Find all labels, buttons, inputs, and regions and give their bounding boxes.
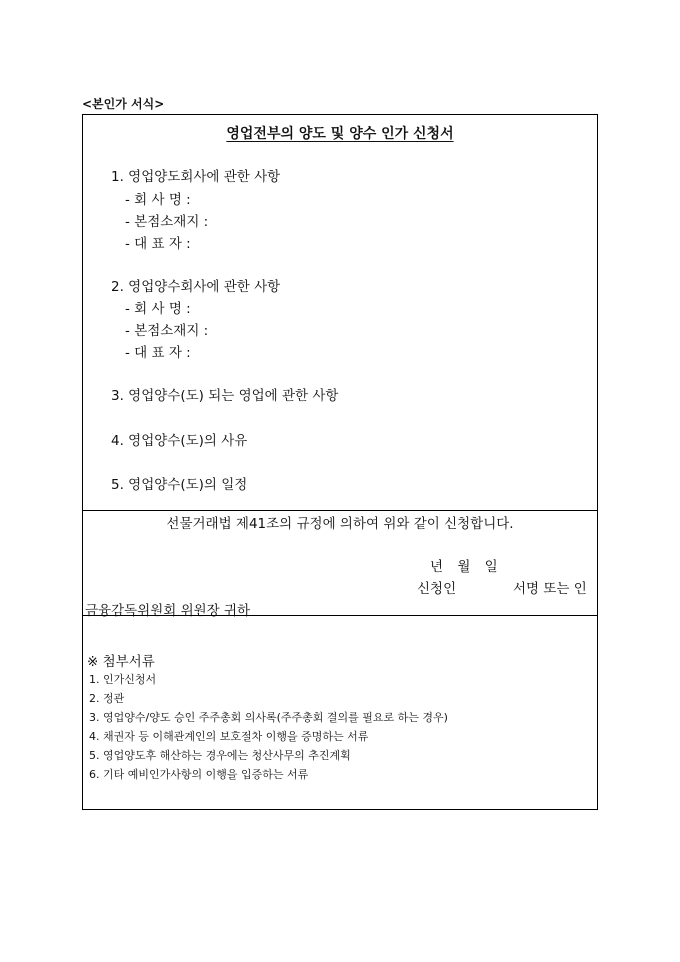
section-4-heading: 4. 영업양수(도)의 사유 xyxy=(111,433,248,449)
applicant-label: 신청인 xyxy=(417,581,457,597)
attachment-item: 3. 영업양수/양도 승인 주주총회 의사록(주주총회 결의를 필요로 하는 경우) xyxy=(89,711,448,724)
divider-top xyxy=(83,510,597,511)
attachments-title: ※ 첨부서류 xyxy=(87,654,155,670)
section-2-head-office: - 본점소재지 : xyxy=(125,323,209,339)
attachment-item: 2. 정관 xyxy=(89,692,125,705)
section-3-heading: 3. 영업양수(도) 되는 영업에 관한 사항 xyxy=(111,388,339,404)
signature-label: 서명 또는 인 xyxy=(513,581,587,597)
date-line: 년 월 일 xyxy=(430,559,498,575)
section-1-company-name: - 회 사 명 : xyxy=(125,192,191,208)
section-2-company-name: - 회 사 명 : xyxy=(125,301,191,317)
form-title: 영업전부의 양도 및 양수 인가 신청서 xyxy=(226,126,454,142)
section-5-heading: 5. 영업양수(도)의 일정 xyxy=(111,477,248,493)
form-label: <본인가 서식> xyxy=(82,97,165,111)
section-1-representative: - 대 표 자 : xyxy=(125,236,191,252)
declaration-text: 선물거래법 제41조의 규정에 의하여 위와 같이 신청합니다. xyxy=(166,516,514,532)
addressee: 금융감독위원회 위원장 귀하 xyxy=(85,603,251,619)
attachment-item: 5. 영업양도후 해산하는 경우에는 청산사무의 추진계획 xyxy=(89,749,351,762)
section-1-heading: 1. 영업양도회사에 관한 사항 xyxy=(111,169,281,185)
section-2-heading: 2. 영업양수회사에 관한 사항 xyxy=(111,279,281,295)
divider-bottom xyxy=(83,615,597,616)
section-1-head-office: - 본점소재지 : xyxy=(125,214,209,230)
attachment-item: 1. 인가신청서 xyxy=(89,673,157,686)
application-form xyxy=(82,114,598,810)
section-2-representative: - 대 표 자 : xyxy=(125,345,191,361)
attachment-item: 6. 기타 예비인가사항의 이행을 입증하는 서류 xyxy=(89,768,309,781)
attachment-item: 4. 채권자 등 이해관계인의 보호절차 이행을 증명하는 서류 xyxy=(89,730,369,743)
